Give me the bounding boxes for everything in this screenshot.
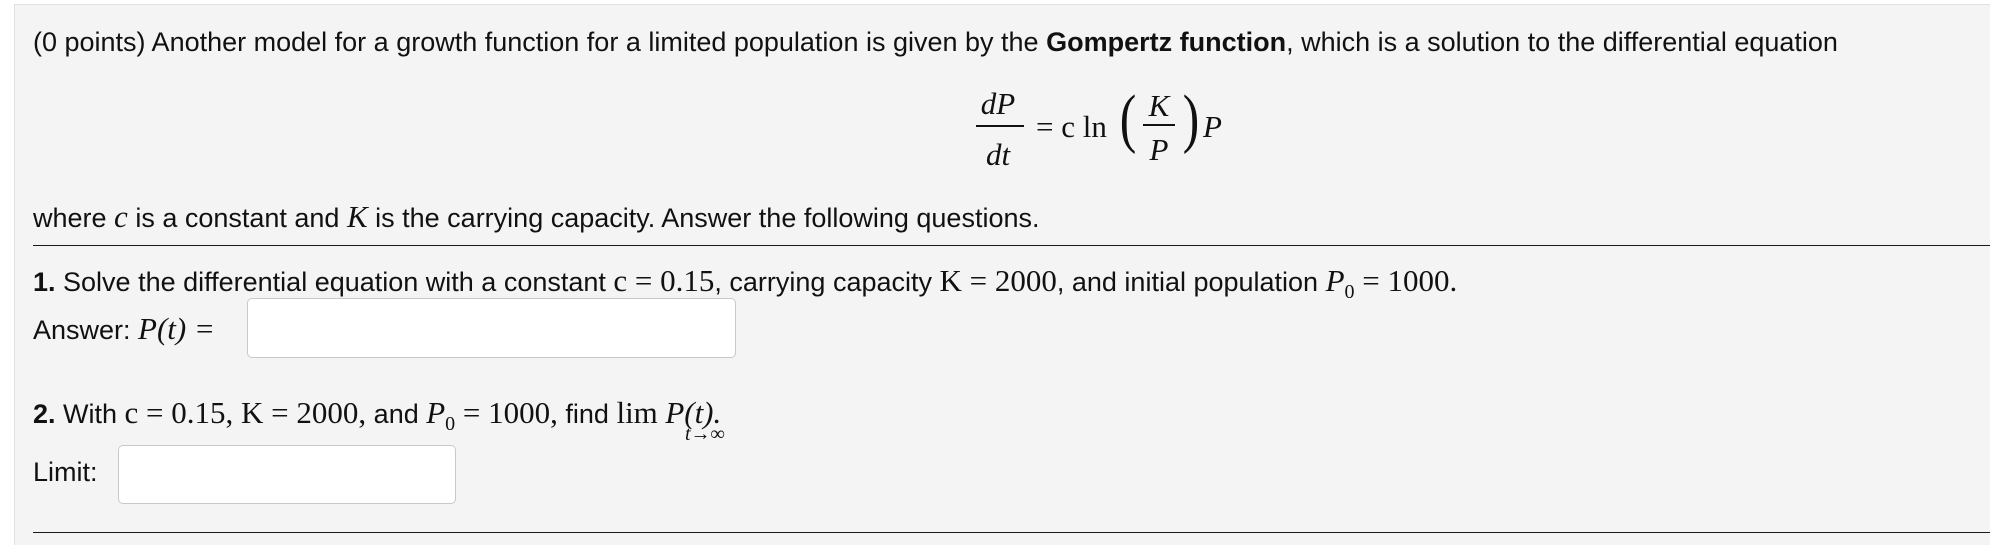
q2-P0-subscript: 0	[445, 413, 456, 435]
q2-number: 2.	[33, 399, 56, 429]
trailing-P: P	[1203, 109, 1222, 144]
lhs-numerator: dP	[980, 86, 1016, 121]
q1-text: Solve the differential equation with a constant	[55, 267, 614, 297]
inner-fraction-bar	[1143, 124, 1175, 126]
K-symbol: K	[346, 199, 368, 234]
lhs-denominator: dt	[985, 137, 1011, 172]
q2-values: c = 0.15, K = 2000,	[124, 395, 367, 430]
inner-numerator: K	[1148, 88, 1170, 123]
left-paren: (	[1119, 82, 1137, 155]
divider-bottom	[33, 532, 1990, 533]
answer-label	[33, 313, 215, 344]
where-text: where	[33, 203, 115, 233]
c-symbol: c	[114, 199, 128, 234]
intro-text: (0 points) Another model for a growth function for a limited population is given by the	[33, 27, 1047, 57]
lhs-fraction-bar	[976, 125, 1024, 127]
answer-math: P(t) =	[138, 311, 215, 346]
gompertz-term: Gompertz function	[1046, 27, 1287, 57]
divider-top	[33, 245, 1990, 246]
q1-P0-subscript: 0	[1344, 281, 1355, 303]
q1-P0-value: = 1000.	[1354, 263, 1458, 298]
where-line	[33, 201, 1039, 232]
intro-text-end: , which is a solution to the differential equation	[1286, 27, 1838, 57]
limit-input[interactable]	[118, 445, 456, 504]
limit-label: Limit:	[33, 457, 98, 487]
q1-number: 1.	[33, 267, 56, 297]
question-1	[33, 263, 1458, 303]
q1-c-value: c = 0.15	[613, 263, 715, 298]
lim-operator: lim	[616, 395, 658, 430]
problem-intro	[33, 29, 1838, 56]
right-paren: )	[1182, 82, 1200, 155]
equals-c-ln: = c ln	[1036, 109, 1107, 144]
q1-P0-symbol: P	[1325, 263, 1345, 298]
question-2	[33, 395, 722, 435]
where-text-3: is the carrying capacity. Answer the following questions.	[367, 203, 1040, 233]
answer-input[interactable]	[247, 298, 736, 358]
lim-subscript: t→∞	[685, 423, 725, 445]
q2-text-3: find	[557, 399, 617, 429]
q1-text-2: , carrying capacity	[714, 267, 940, 297]
q2-P0-value: = 1000,	[455, 395, 558, 430]
q1-K-value: K = 2000	[939, 263, 1057, 298]
q1-text-3: , and initial population	[1056, 267, 1326, 297]
where-text-2: is a constant and	[127, 203, 347, 233]
lim-expression: P(t).	[665, 395, 722, 430]
q2-text-2: and	[366, 399, 427, 429]
q2-P0-symbol: P	[426, 395, 446, 430]
answer-label-text: Answer:	[33, 315, 139, 345]
q2-text: With	[55, 399, 125, 429]
inner-denominator: P	[1149, 132, 1169, 167]
